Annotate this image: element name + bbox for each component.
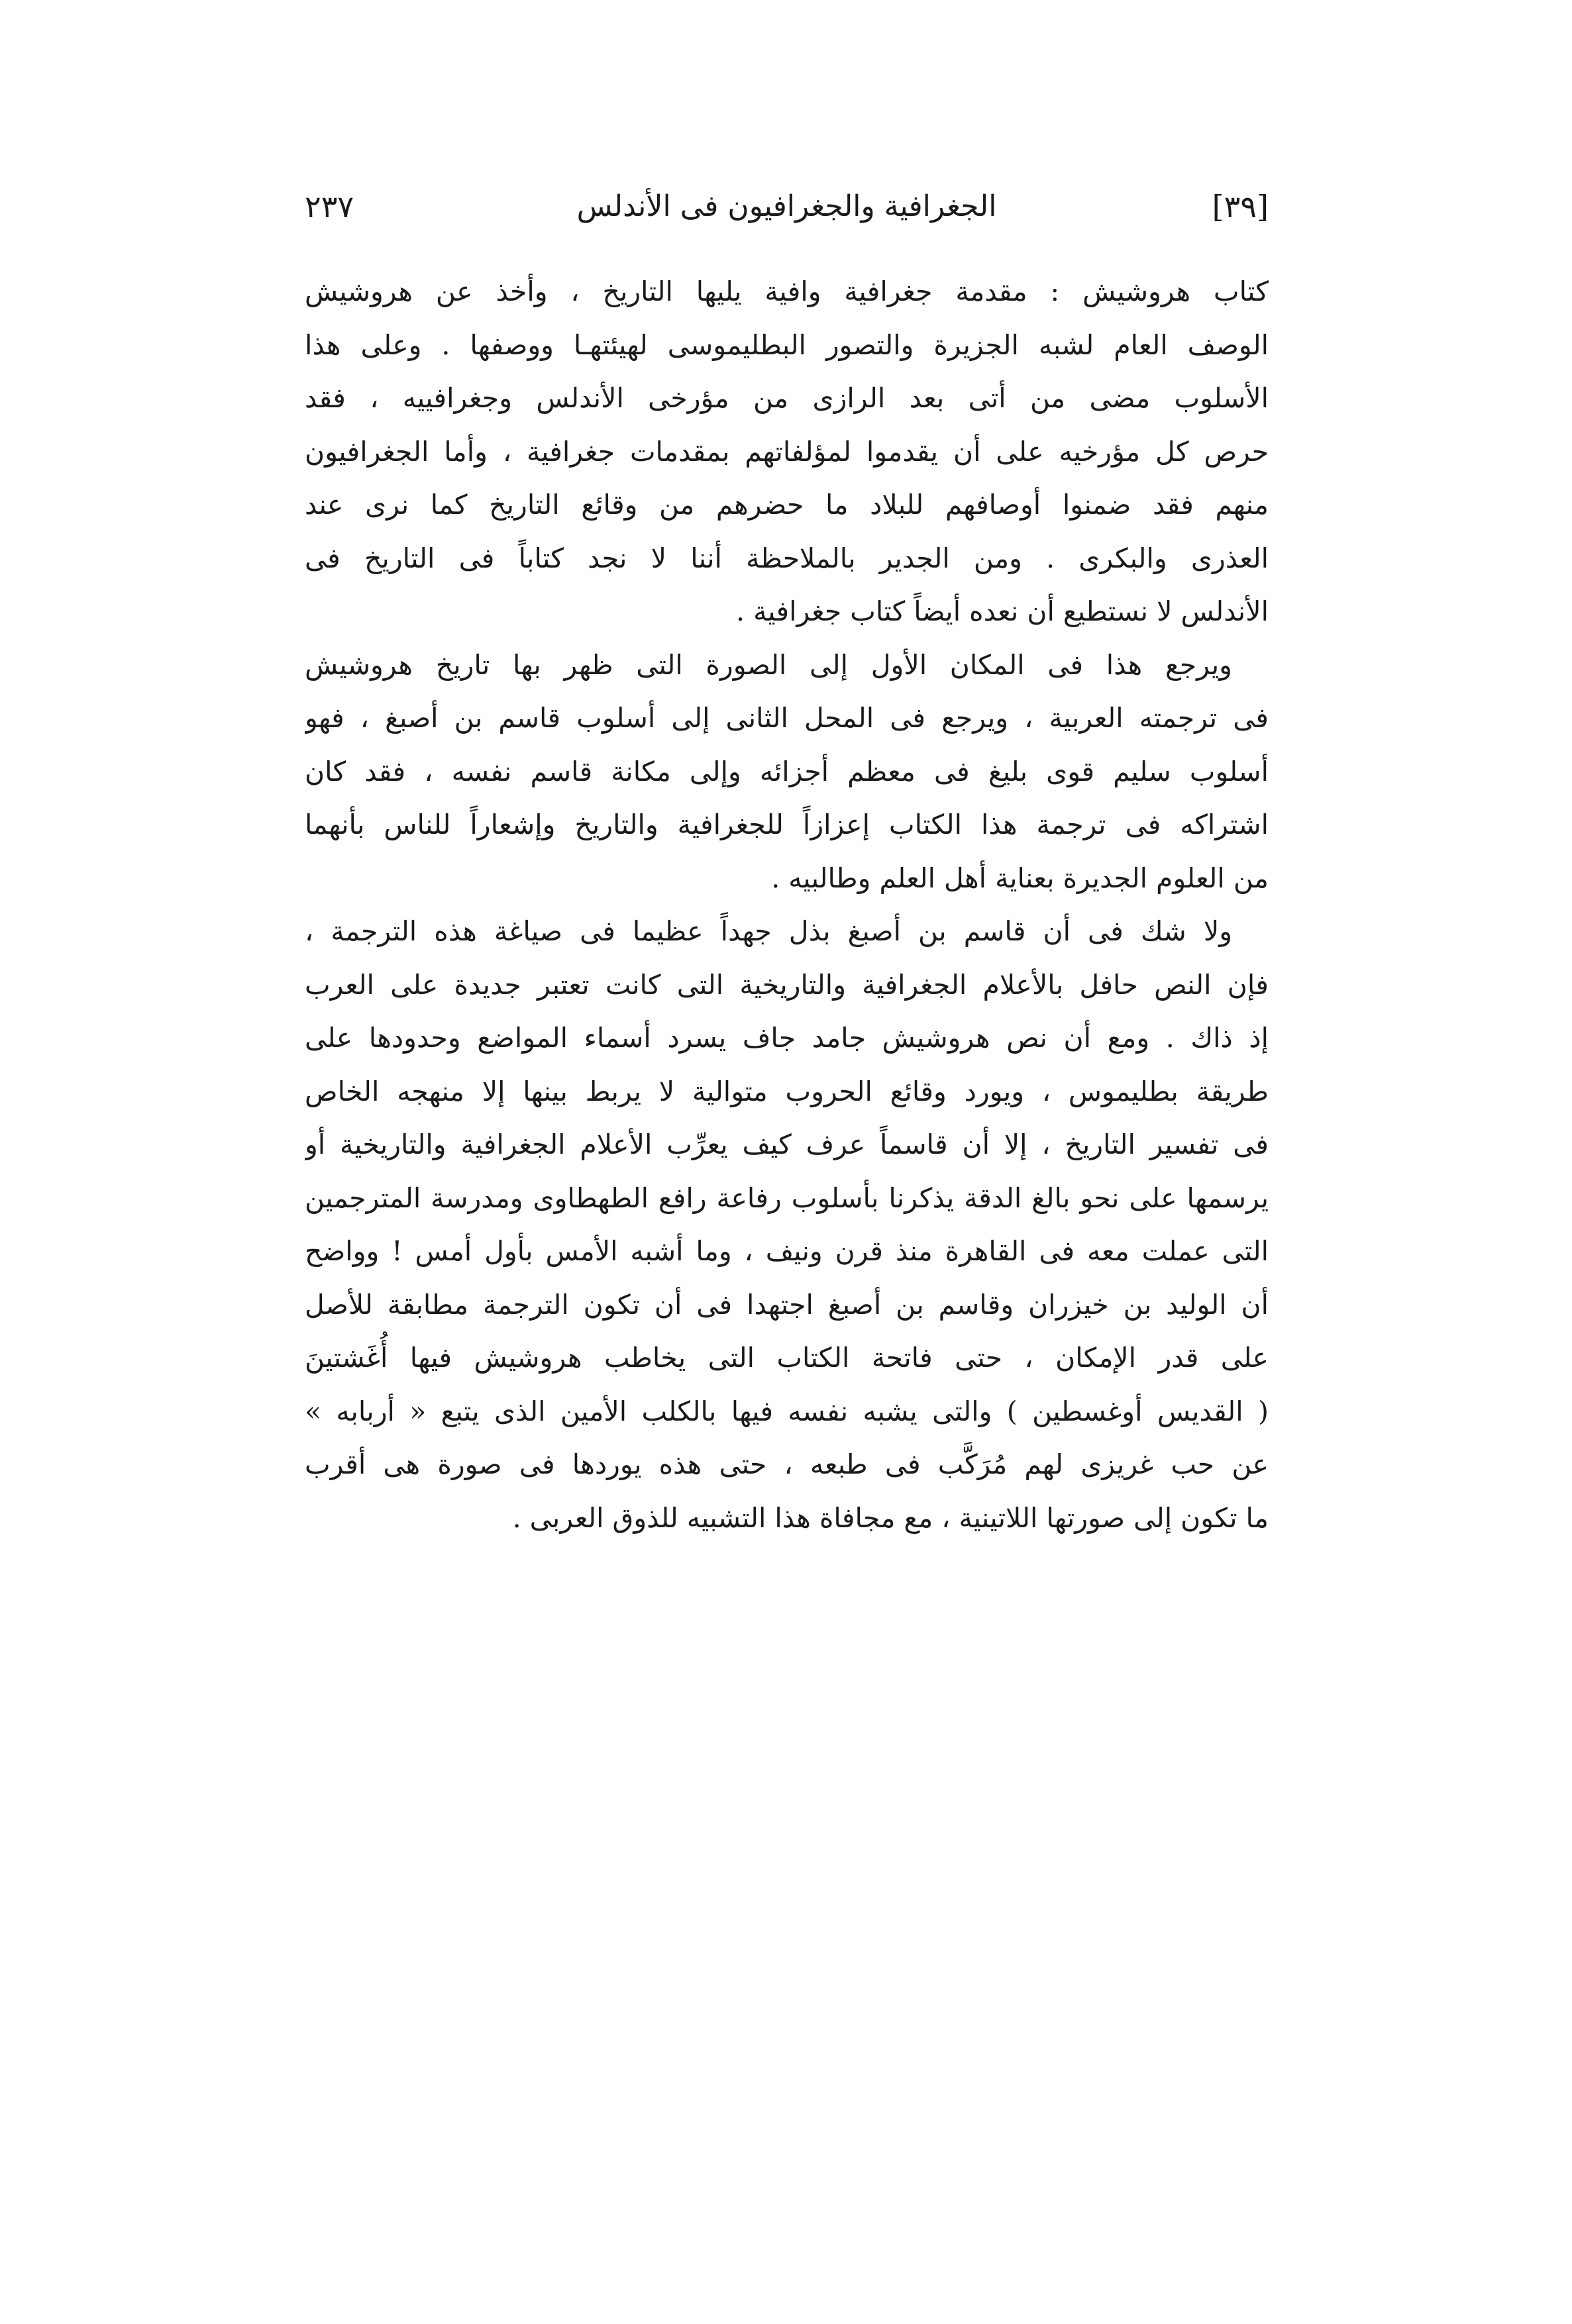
text-line: فى ترجمته العربية ، ويرجع فى المحل الثانى إلى أسلوب قاسم بن أصبغ ، فهو [305, 702, 1269, 734]
text-line: فى تفسير التاريخ ، إلا أن قاسماً عرف كيف يعرِّب الأعلام الجغرافية والتاريخية أو [305, 1129, 1269, 1160]
paragraph-3 [305, 905, 1269, 1544]
text-line: الوصف العام لشبه الجزيرة والتصور البطليموسى لهيئتهـا ووصفها . وعلى هذا [305, 328, 1269, 361]
text-line: الأسلوب مضى من أتى بعد الرازى من مؤرخى الأندلس وجغرافييه ، فقد [305, 382, 1269, 414]
text-line: التى عملت معه فى القاهرة منذ قرن ونيف ، وما أشبه الأمس بأول أمس ! وواضح [305, 1235, 1269, 1267]
running-header [305, 187, 1269, 240]
text-line: الأندلس لا نستطيع أن نعده أيضاً كتاب جغرافية . [736, 595, 1269, 627]
page-number: ٢٣٧ [305, 189, 354, 225]
page-reference: [٣٩] [1212, 189, 1269, 225]
text-line: أن الوليد بن خيزران وقاسم بن أصبغ اجتهدا فى أن تكون الترجمة مطابقة للأصل [305, 1288, 1269, 1321]
text-line: العذرى والبكرى . ومن الجدير بالملاحظة أننا لا نجد كتاباً فى التاريخ فى [305, 542, 1269, 574]
text-line: كتاب هروشيش : مقدمة جغرافية وافية يليها التاريخ ، وأخذ عن هروشيش [305, 276, 1269, 307]
text-line: ويرجع هذا فى المكان الأول إلى الصورة التى ظهر بها تاريخ هروشيش [305, 648, 1232, 681]
text-line: من العلوم الجديرة بعناية أهل العلم وطالبيه . [771, 862, 1269, 894]
text-line: يرسمها على نحو بالغ الدقة يذكرنا بأسلوب رفاعة رافع الطهطاوى ومدرسة المترجمين [305, 1182, 1269, 1214]
text-line: اشتراكه فى ترجمة هذا الكتاب إعزازاً للجغرافية والتاريخ وإشعاراً للناس بأنهما [305, 809, 1269, 840]
text-line: أسلوب سليم قوى بليغ فى معظم أجزائه وإلى مكانة قاسم نفسه ، فقد كان [305, 755, 1269, 787]
text-line: طريقة بطليموس ، ويورد وقائع الحروب متوالية لا يربط بينها إلا منهجه الخاص [305, 1075, 1269, 1107]
text-line: فإن النص حافل بالأعلام الجغرافية والتاريخية التى كانت تعتبر جديدة على العرب [305, 968, 1269, 1001]
running-title: الجغرافية والجغرافيون فى الأندلس [576, 189, 997, 223]
text-line: حرص كل مؤرخيه على أن يقدموا لمؤلفاتهم بمقدمات جغرافية ، وأما الجغرافيون [305, 435, 1269, 468]
text-line: ولا شك فى أن قاسم بن أصبغ بذل جهداً عظيما فى صياغة هذه الترجمة ، [305, 915, 1232, 947]
paragraph-1 [305, 265, 1269, 638]
text-line: عن حب غريزى لهم مُرَكَّب فى طبعه ، حتى هذه يوردها فى صورة هى أقرب [305, 1448, 1269, 1480]
paragraph-2 [305, 638, 1269, 905]
text-line: على قدر الإمكان ، حتى فاتحة الكتاب التى يخاطب هروشيش فيها أُغَشتينَ [305, 1342, 1269, 1374]
text-line: إذ ذاك . ومع أن نص هروشيش جامد جاف يسرد أسماء المواضع وحدودها على [305, 1022, 1269, 1054]
body-text [305, 265, 1269, 1544]
text-line: ما تكون إلى صورتها اللاتينية ، مع مجافاة هذا التشبيه للذوق العربى . [512, 1501, 1269, 1534]
text-line: منهم فقد ضمنوا أوصافهم للبلاد ما حضرهم من وقائع التاريخ كما نرى عند [305, 489, 1269, 521]
text-line: ( القديس أوغسطين ) والتى يشبه نفسه فيها بالكلب الأمين الذى يتبع « أربابه » [305, 1395, 1269, 1427]
